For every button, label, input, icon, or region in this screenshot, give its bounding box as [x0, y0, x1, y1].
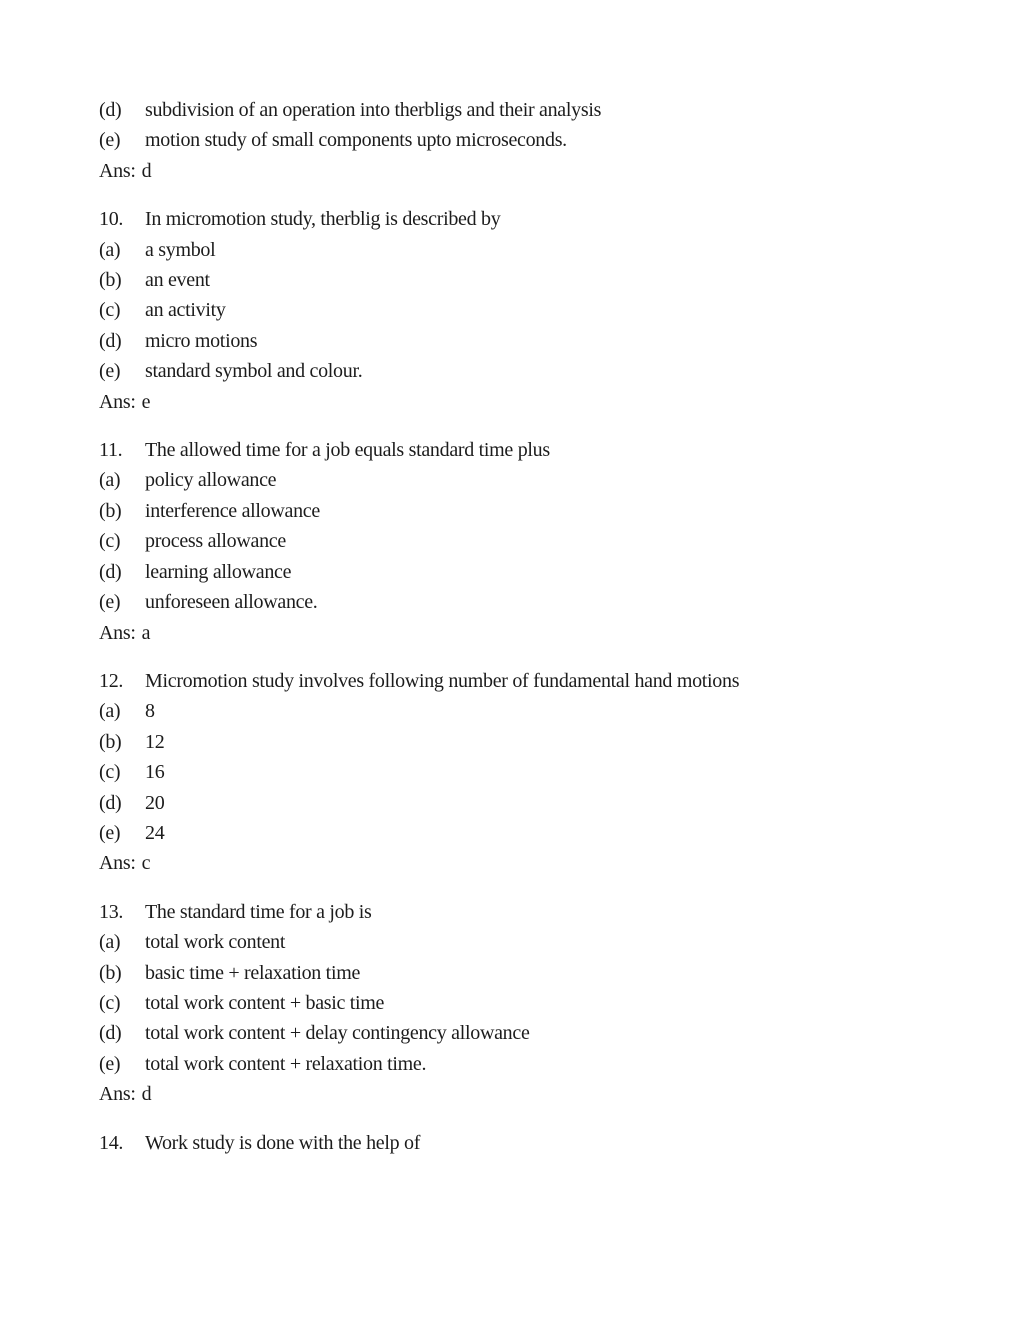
- option-text: a symbol: [145, 238, 216, 261]
- option-row: [99, 1018, 970, 1048]
- answer-row: [99, 1079, 970, 1109]
- option-label: (e): [99, 360, 121, 383]
- option-row: [99, 788, 970, 818]
- option-label: (d): [99, 791, 122, 814]
- option-row: [99, 235, 970, 265]
- question-row: [99, 666, 970, 696]
- option-text: 12: [145, 730, 165, 753]
- option-text: total work content + delay contingency allowance: [145, 1022, 530, 1045]
- option-row: [99, 125, 970, 155]
- option-text: learning allowance: [145, 560, 292, 583]
- option-label: (b): [99, 269, 122, 292]
- option-text: process allowance: [145, 530, 286, 553]
- option-label: (c): [99, 991, 121, 1014]
- option-row: [99, 988, 970, 1018]
- option-label: (a): [99, 931, 121, 954]
- option-row: [99, 465, 970, 495]
- option-label: (c): [99, 530, 121, 553]
- option-text: motion study of small components upto microseconds.: [145, 129, 567, 152]
- question-13: [99, 897, 970, 1110]
- option-label: (e): [99, 1052, 121, 1075]
- answer-prefix: Ans:: [99, 621, 136, 644]
- answer-prefix: Ans:: [99, 852, 136, 875]
- option-label: (b): [99, 730, 122, 753]
- option-row: [99, 696, 970, 726]
- option-label: (a): [99, 700, 121, 723]
- option-text: total work content + relaxation time.: [145, 1052, 427, 1075]
- option-text: micro motions: [145, 329, 258, 352]
- answer-value: d: [141, 159, 152, 182]
- option-row: [99, 727, 970, 757]
- option-text: an activity: [145, 299, 226, 322]
- question-text: In micromotion study, therblig is described by: [145, 208, 501, 231]
- option-text: total work content: [145, 931, 286, 954]
- question-12: [99, 666, 970, 879]
- question-number: 13.: [99, 900, 124, 923]
- option-label: (d): [99, 329, 122, 352]
- option-text: policy allowance: [145, 469, 277, 492]
- answer-row: [99, 848, 970, 878]
- option-label: (a): [99, 238, 121, 261]
- option-row: [99, 587, 970, 617]
- option-text: unforeseen allowance.: [145, 591, 318, 614]
- option-text: standard symbol and colour.: [145, 360, 363, 383]
- option-text: 8: [145, 700, 155, 723]
- option-row: [99, 95, 970, 125]
- option-row: [99, 496, 970, 526]
- option-label: (e): [99, 129, 121, 152]
- option-label: (d): [99, 99, 122, 121]
- answer-value: e: [141, 390, 151, 413]
- option-row: [99, 757, 970, 787]
- option-label: (c): [99, 761, 121, 784]
- option-row: [99, 818, 970, 848]
- question-text: The standard time for a job is: [145, 900, 372, 923]
- option-text: subdivision of an operation into therbligs and their analysis: [145, 99, 602, 121]
- option-text: interference allowance: [145, 499, 320, 522]
- answer-value: a: [141, 621, 151, 644]
- option-label: (c): [99, 299, 121, 322]
- question-row: [99, 204, 970, 234]
- question-text: The allowed time for a job equals standard time plus: [145, 439, 550, 462]
- question-row: [99, 435, 970, 465]
- answer-prefix: Ans:: [99, 159, 136, 182]
- question-list: [99, 204, 970, 1158]
- option-label: (e): [99, 821, 121, 844]
- option-text: 16: [145, 761, 165, 784]
- question-number: 11.: [99, 439, 123, 462]
- question-row: [99, 897, 970, 927]
- option-label: (e): [99, 591, 121, 614]
- option-text: total work content + basic time: [145, 991, 385, 1014]
- option-row: [99, 295, 970, 325]
- question-text: Work study is done with the help of: [145, 1131, 421, 1154]
- answer-value: d: [141, 1083, 152, 1106]
- option-row: [99, 326, 970, 356]
- question-number: 14.: [99, 1131, 124, 1154]
- answer-row: [99, 387, 970, 417]
- option-label: (d): [99, 1022, 122, 1045]
- option-row: [99, 356, 970, 386]
- question-11: [99, 435, 970, 648]
- answer-prefix: Ans:: [99, 1083, 136, 1106]
- option-row: [99, 1049, 970, 1079]
- answer-row: [99, 618, 970, 648]
- option-text: 24: [145, 821, 165, 844]
- question-14: [99, 1128, 970, 1158]
- answer-prefix: Ans:: [99, 390, 136, 413]
- option-label: (a): [99, 469, 121, 492]
- option-row: [99, 557, 970, 587]
- question-10: [99, 204, 970, 417]
- option-text: an event: [145, 269, 210, 292]
- question-number: 12.: [99, 669, 124, 692]
- option-label: (b): [99, 499, 122, 522]
- question-row: [99, 1128, 970, 1158]
- question-text: Micromotion study involves following number of fundamental hand motions: [145, 669, 740, 692]
- answer-value: c: [141, 852, 151, 875]
- option-row: [99, 265, 970, 295]
- option-row: [99, 958, 970, 988]
- option-text: basic time + relaxation time: [145, 961, 361, 984]
- answer-row: [99, 156, 970, 186]
- option-label: (d): [99, 560, 122, 583]
- option-text: 20: [145, 791, 165, 814]
- option-label: (b): [99, 961, 122, 984]
- question-fragment-block: [99, 95, 970, 186]
- option-row: [99, 526, 970, 556]
- question-number: 10.: [99, 208, 124, 231]
- option-row: [99, 927, 970, 957]
